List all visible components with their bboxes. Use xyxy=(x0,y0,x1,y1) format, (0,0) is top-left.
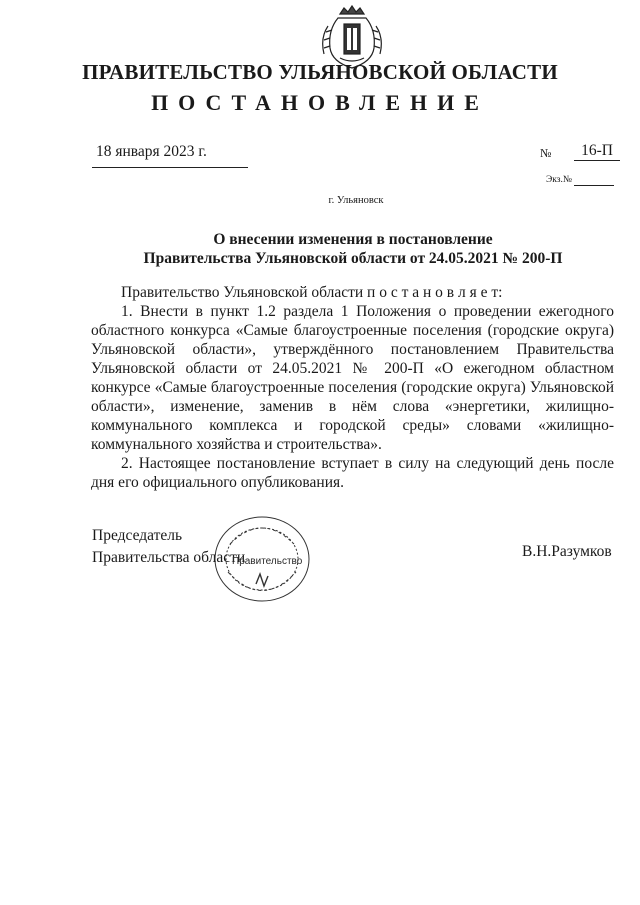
document-type: ПОСТАНОВЛЕНИЕ xyxy=(151,90,489,115)
preamble: Правительство Ульяновской области п о с т а н о в л я е т: xyxy=(121,284,503,301)
paragraph-2: 2. Настоящее постановление вступает в силу на следующий день после дня его официального опубликования. xyxy=(91,455,614,491)
signer-title-line-2: Правительства области xyxy=(92,549,246,566)
copy-number-line xyxy=(574,185,614,186)
paragraph-1: 1. Внести в пункт 1.2 раздела 1 Положения о проведении ежегодного областного конкурса «Самые благоустроенные поселения (городские округа) Ульяновской области», утверждённого постановлением Правительства Ульяновской области от 24.05.2021 № 200-П «О ежегодном областном конкурсе «Самые благоустроенные поселения (городские округа) Ульяновской области», изменение, заменив в нём слова «энергетики, жилищно-коммунального комплекса и городской среды» словами «жилищно-коммунального хозяйства и строительства». xyxy=(91,303,614,453)
date-underline xyxy=(92,167,248,168)
subject-line-2: Правительства Ульяновской области от 24.05.2021 № 200-П xyxy=(143,250,563,267)
document-date: 18 января 2023 г. xyxy=(96,143,207,160)
number-sign: № xyxy=(540,146,552,160)
copy-number-label: Экз.№ xyxy=(546,175,572,185)
stamp-center-text: Правительство xyxy=(232,556,303,567)
city: г. Ульяновск xyxy=(328,195,384,206)
government-title: ПРАВИТЕЛЬСТВО УЛЬЯНОВСКОЙ ОБЛАСТИ xyxy=(82,60,558,84)
document-subject xyxy=(90,230,616,268)
signer-name: В.Н.Разумков xyxy=(522,543,612,560)
signer-title-line-1: Председатель xyxy=(92,527,183,544)
document-number: 16-П xyxy=(574,142,620,161)
subject-line-1: О внесении изменения в постановление xyxy=(213,231,493,248)
document-body xyxy=(91,283,614,492)
